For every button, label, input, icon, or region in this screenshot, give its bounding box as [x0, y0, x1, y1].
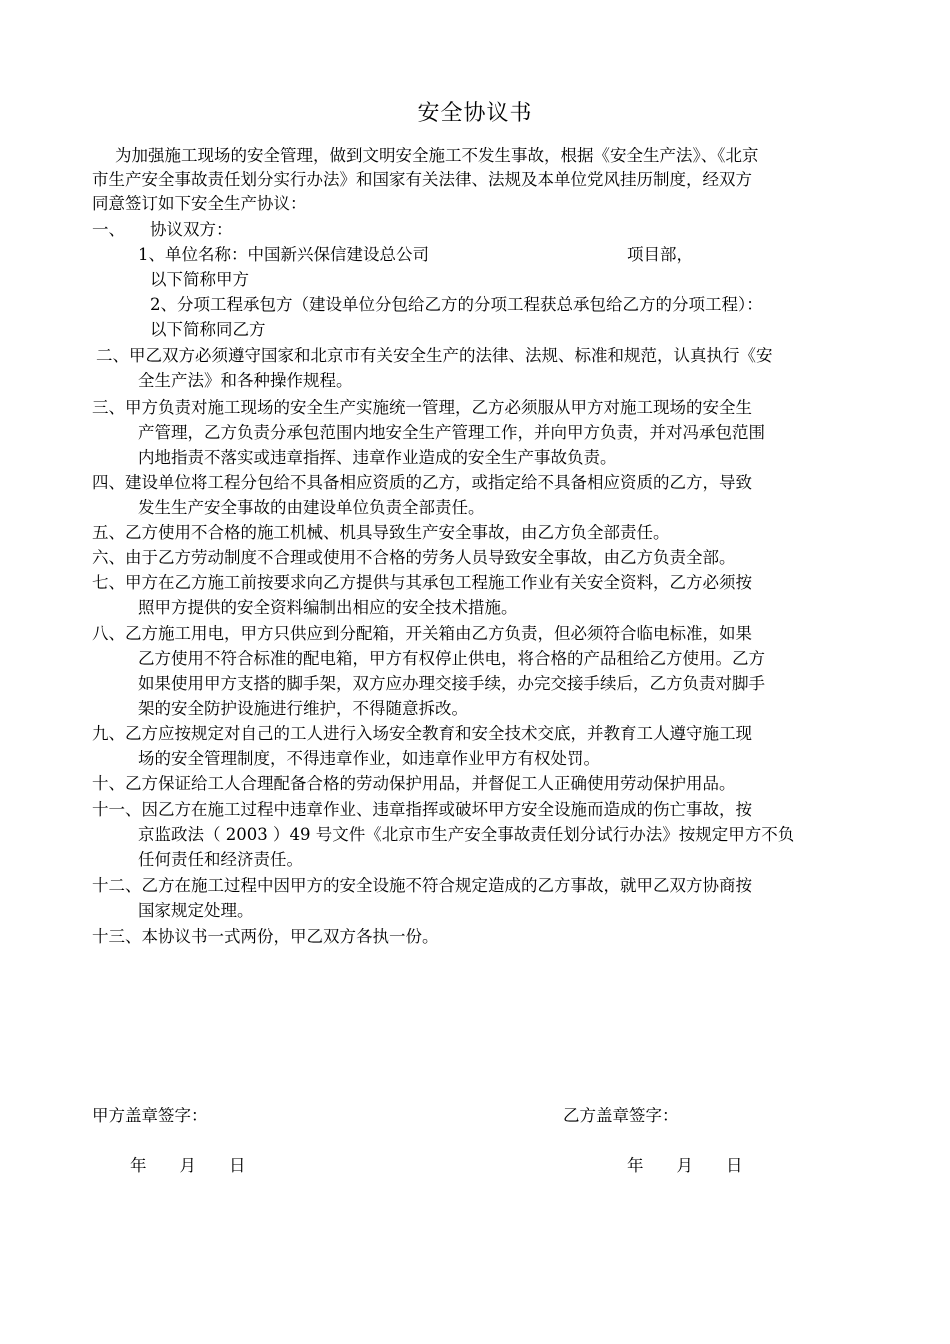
clause-line: 内地指责不落实或违章指挥、违章作业造成的安全生产事故负责。	[138, 448, 617, 467]
clause-line: 二、甲乙双方必须遵守国家和北京市有关安全生产的法律、法规、标准和规范，认真执行《安	[96, 346, 773, 365]
intro-line: 市生产安全事故责任划分实行办法》和国家有关法律、法规及本单位党风挂历制度，经双方	[92, 170, 752, 189]
party-b-note: 以下简称同乙方	[150, 320, 266, 339]
party-a-signature-label: 甲方盖章签字：	[92, 1106, 208, 1125]
party-a-note: 以下简称甲方	[150, 270, 249, 289]
clause-line: 产管理，乙方负责分承包范围内地安全生产管理工作，并向甲方负责，并对冯承包范围	[138, 423, 765, 442]
party-a-name: 1、单位名称：中国新兴保信建设总公司	[138, 245, 429, 264]
clause-line: 如果使用甲方支搭的脚手架，双方应办理交接手续，办完交接手续后，乙方负责对脚手	[138, 674, 765, 693]
clause-line: 照甲方提供的安全资料编制出相应的安全技术措施。	[138, 598, 518, 617]
clause-line: 全生产法》和各种操作规程。	[138, 371, 353, 390]
clause-line: 六、由于乙方劳动制度不合理或使用不合格的劳务人员导致安全事故，由乙方负责全部。	[92, 548, 736, 567]
party-b-date: 年 月 日	[627, 1156, 743, 1175]
clause-line: 架的安全防护设施进行维护，不得随意拆改。	[138, 699, 468, 718]
clause-line: 乙方使用不符合标准的配电箱，甲方有权停止供电，将合格的产品租给乙方使用。乙方	[138, 649, 765, 668]
clause-line: 十二、乙方在施工过程中因甲方的安全设施不符合规定造成的乙方事故，就甲乙双方协商按	[92, 876, 752, 895]
intro-line: 为加强施工现场的安全管理，做到文明安全施工不发生事故，根据《安全生产法》、《北京	[115, 146, 759, 165]
party-b-name: 2、分项工程承包方（建设单位分包给乙方的分项工程获总承包给乙方的分项工程）：	[150, 295, 763, 314]
clause-line: 四、建设单位将工程分包给不具备相应资质的乙方，或指定给不具备相应资质的乙方，导致	[92, 473, 752, 492]
clause-line: 场的安全管理制度，不得违章作业，如违章作业甲方有权处罚。	[138, 749, 600, 768]
clause-line: 三、甲方负责对施工现场的安全生产实施统一管理，乙方必须服从甲方对施工现场的安全生	[92, 398, 752, 417]
section-heading: 协议双方：	[150, 220, 233, 239]
clause-line: 京监政法（ 2003 ）49 号文件《北京市生产安全事故责任划分试行办法》按规定甲方不负	[138, 825, 795, 844]
clause-line: 九、乙方应按规定对自己的工人进行入场安全教育和安全技术交底，并教育工人遵守施工现	[92, 724, 752, 743]
clause-line: 发生生产安全事故的由建设单位负责全部责任。	[138, 498, 485, 517]
party-b-signature-label: 乙方盖章签字：	[563, 1106, 679, 1125]
clause-line: 八、乙方施工用电，甲方只供应到分配箱，开关箱由乙方负责，但必须符合临电标准，如果	[92, 624, 752, 643]
section-number: 一、	[92, 220, 125, 239]
clause-line: 十一、因乙方在施工过程中违章作业、违章指挥或破坏甲方安全设施而造成的伤亡事故，按	[92, 800, 752, 819]
intro-line: 同意签订如下安全生产协议：	[92, 194, 307, 213]
clause-line: 任何责任和经济责任。	[138, 850, 303, 869]
document-title: 安全协议书	[417, 101, 533, 126]
party-a-suffix: 项目部，	[627, 245, 693, 264]
clause-line: 七、甲方在乙方施工前按要求向乙方提供与其承包工程施工作业有关安全资料，乙方必须按	[92, 573, 752, 592]
party-a-date: 年 月 日	[130, 1156, 246, 1175]
clause-line: 五、乙方使用不合格的施工机械、机具导致生产安全事故，由乙方负全部责任。	[92, 523, 670, 542]
clause-line: 国家规定处理。	[138, 901, 254, 920]
clause-line: 十、乙方保证给工人合理配备合格的劳动保护用品，并督促工人正确使用劳动保护用品。	[92, 774, 736, 793]
clause-line: 十三、本协议书一式两份，甲乙双方各执一份。	[92, 927, 439, 946]
